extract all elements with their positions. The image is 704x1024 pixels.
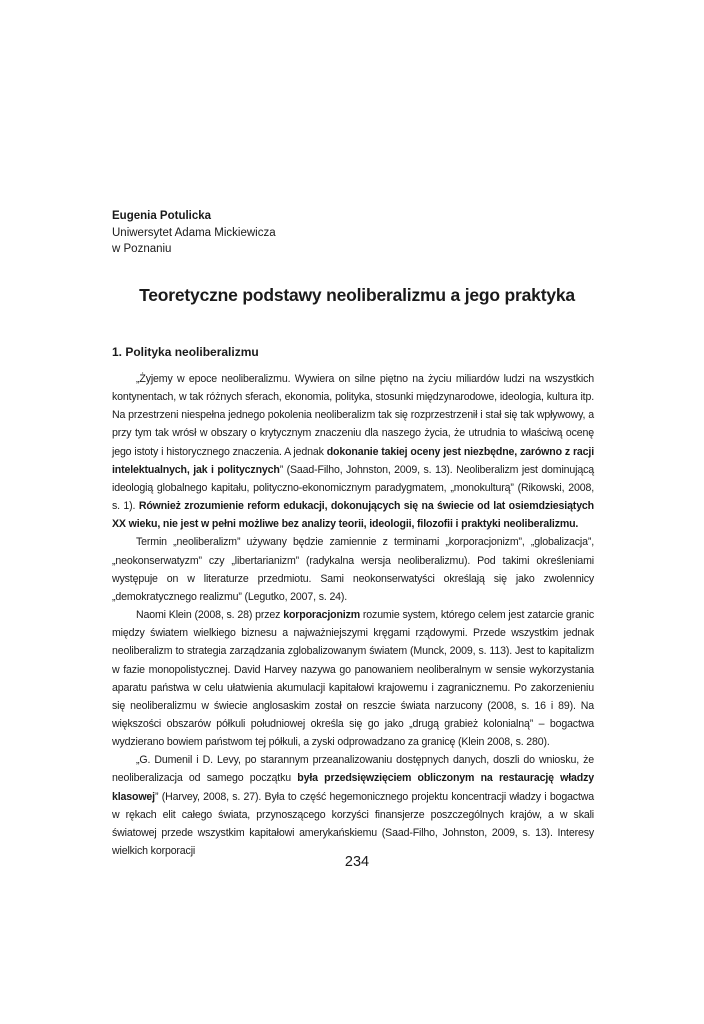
body-paragraph xyxy=(112,751,594,860)
text-run: „Żyjemy w epoce neoliberalizmu. Wywiera on silne piętno na życiu miliardów ludzi na wszystkich kontynentach, w tak różnych sferach, ekonomia, polityka, stosunki międzynarodowe, ideologia, kultura itp. Na przestrzeni niespełna jednego pokolenia neoliberalizm tak się rozprzestrzenił i stał się tak wpływowy, a przy tym tak wrósł w obszary o krytycznym znaczeniu dla naszego życia, że utrudnia to właściwą ocenę jego istoty i historycznego znaczenia. A jednak xyxy=(112,373,594,458)
text-run: ” (Harvey, 2008, s. 27). Była to część hegemonicznego projektu koncentracji władzy i bogactwa w rękach elit całego świata, przynoszącego korzyści finansjerze poszczególnych krajów, a w skali światowej przede wszystkim kapitałowi amerykańskiemu (Saad-Filho, Johnston, 2009, s. 13). Interesy wielkich korporacji xyxy=(112,790,594,858)
article-title: Teoretyczne podstawy neoliberalizmu a jego praktyka xyxy=(139,285,575,305)
bold-text: korporacjonizm xyxy=(283,609,361,622)
text-run: Naomi Klein (2008, s. 28) przez xyxy=(136,609,284,622)
author-affiliation: Uniwersytet Adama Mickiewicza xyxy=(112,226,276,239)
body-paragraph xyxy=(112,533,594,606)
author-name: Eugenia Potulicka xyxy=(112,210,212,222)
page-number: 234 xyxy=(344,854,370,870)
text-run: „G. Dumenil i D. Levy, po starannym przeanalizowaniu dostępnych danych, doszli do wniosku, że neoliberalizacja od samego początku xyxy=(112,754,594,785)
text-run: ” (Saad-Filho, Johnston, 2009, s. 13). Neoliberalizm jest dominującą ideologią globalnego kapitału, polityczno-ekonomicznym paradygmatem, „monokulturą” (Rikowski, 2008, s. 1). xyxy=(112,463,594,513)
author-block xyxy=(112,208,276,258)
text-run: rozumie system, którego celem jest zatarcie granic między światem wielkiego biznesu a najważniejszymi kręgami rządowymi. Przede wszystkim jednak neoliberalizm to strategia zarządzania zglobalizowanym światem (Munck, 2009, s. 113). Jest to kapitalizm w fazie monopolistycznej. David Harvey nazywa go panowaniem neoliberalnym w sensie wykorzystania aparatu państwa w celu ułatwienia akumulacji kapitałowi krajowemu i zagranicznemu. Po zakorzenieniu się neoliberalizmu w świecie anglosaskim został on reszcie świata narzucony (2008, s. 16 i 89). Na większości obszarów półkuli południowej określa się go jako „drugą grabież kolonialną” – bogactwa wydzierano bowiem państwom tej półkuli, a zyski odprowadzano za granicę (Klein 2008, s. 280). xyxy=(112,609,594,749)
text-run: Termin „neoliberalizm” używany będzie zamiennie z terminami „korporacjonizm”, „globalizacja”, „neokonserwatyzm” czy „libertarianizm” (radykalna wersja neoliberalizmu). Pod takimi określeniami występuje on w literaturze przedmiotu. Sami neokonserwatyści określają się jako zwolennicy „demokratycznego realizmu” (Legutko, 2007, s. 24). xyxy=(112,536,594,603)
bold-text: dokonanie takiej oceny jest niezbędne, zarówno z racji intelektualnych, jak i politycznych xyxy=(112,445,594,476)
article-body xyxy=(112,370,594,860)
bold-text: była przedsięwzięciem obliczonym na restaurację władzy klasowej xyxy=(112,772,594,803)
body-paragraph xyxy=(112,606,594,751)
section-heading: 1. Polityka neoliberalizmu xyxy=(112,345,259,359)
body-paragraph xyxy=(112,370,594,533)
author-city: w Poznaniu xyxy=(112,243,172,255)
bold-text: Również zrozumienie reform edukacji, dokonujących się na świecie od lat osiemdziesiątych XX wieku, nie jest w pełni możliwe bez analizy teorii, ideologii, filozofii i praktyki neoliberalizmu. xyxy=(112,500,594,531)
